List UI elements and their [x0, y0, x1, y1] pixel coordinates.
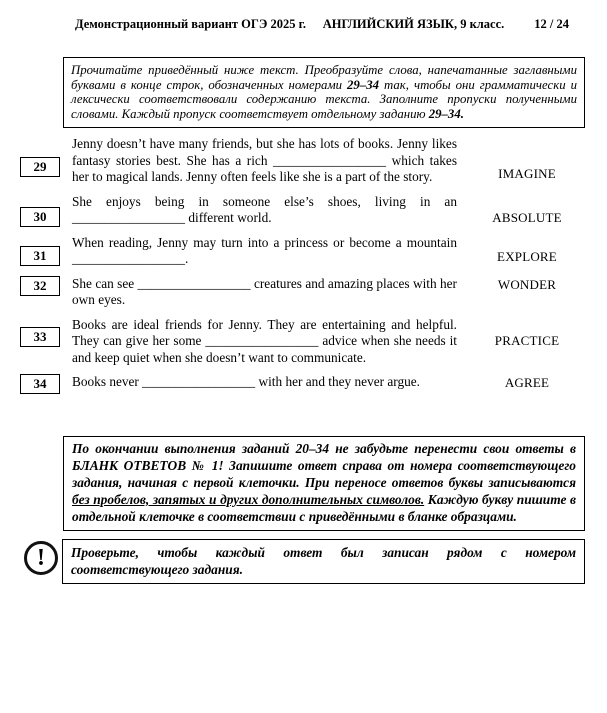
task-row-32 — [20, 276, 607, 309]
task-keyword: WONDER — [497, 276, 557, 292]
task-keyword: EXPLORE — [497, 248, 557, 264]
task-number-box — [20, 157, 60, 177]
task-row-31 — [20, 235, 607, 268]
task-number: 33 — [33, 328, 47, 344]
tasks-section — [20, 136, 607, 394]
task-number: 29 — [33, 159, 47, 175]
task-text: Jenny doesn’t have many friends, but she has lots of books. Jenny likes fantasy stories best. She has a rich _________________ which takes her to magical lands. Jenny often feels like she is a part of the story. — [72, 136, 457, 185]
instructions-text-end: . — [460, 106, 464, 121]
task-text: Books are ideal friends for Jenny. They are entertaining and helpful. They can give her some _________________ advice when she needs it and keep quiet when she doesn’t want to communicate. — [72, 316, 457, 365]
header-variant-title: Демонстрационный вариант ОГЭ 2025 г. — [75, 17, 306, 31]
task-number-box — [20, 276, 60, 296]
transfer-text: По окончании выполнения заданий 20–34 не забудьте перенести свои ответы в БЛАНК ОТВЕТОВ № 1! Запишите ответ справа от номера соответствующего задания, начиная с первой клеточки. При переносе ответов буквы записываются — [72, 441, 576, 490]
task-text: When reading, Jenny may turn into a princess or become a mountain _________________. — [72, 234, 457, 267]
task-text: Books never _________________ with her and they never argue. — [72, 374, 420, 390]
task-row-33 — [20, 317, 607, 367]
check-answers-text: Проверьте, чтобы каждый ответ был записан рядом с номером соответствующего задания. — [71, 545, 576, 578]
exclamation-icon — [24, 541, 58, 575]
task-keyword: IMAGINE — [498, 166, 556, 182]
task-keyword: ABSOLUTE — [492, 209, 562, 225]
task-keyword: PRACTICE — [494, 332, 560, 348]
instructions-task-range: 29–34 — [347, 77, 379, 92]
instructions-text: Прочитайте приведённый ниже текст. Преобразуйте слова, напечатанные заглавными буквами в конце строк, обозначенных номерами — [71, 63, 577, 92]
check-answers-row — [24, 539, 585, 584]
document-page — [0, 17, 607, 713]
task-number: 32 — [33, 277, 47, 293]
task-keyword: AGREE — [504, 375, 550, 391]
task-number-box — [20, 327, 60, 347]
task-row-34 — [20, 374, 607, 394]
check-answers-box — [62, 539, 585, 584]
instructions-text: так, чтобы они грамматически и лексически соответствовали содержанию текста. Заполните пропуски полученными словами. Каждый пропуск соответствует отдельному заданию — [71, 77, 577, 121]
transfer-text: Каждую букву пишите в отдельной клеточке в соответствии с приведёнными в бланке образцами. — [72, 491, 576, 524]
task-text: She enjoys being in someone else’s shoes, living in an _________________ different world. — [72, 193, 457, 226]
task-text: She can see _________________ creatures and amazing places with her own eyes. — [72, 275, 457, 308]
task-row-29 — [20, 136, 607, 186]
task-number: 34 — [33, 376, 47, 392]
header-page-number: 12 / 24 — [534, 17, 569, 31]
transfer-text-underlined: без пробелов, запятых и других дополнительных символов. — [72, 491, 425, 507]
exclamation-glyph: ! — [37, 545, 45, 572]
header-subject: АНГЛИЙСКИЙ ЯЗЫК, 9 класс. — [322, 17, 505, 31]
task-number-box — [20, 207, 60, 227]
task-number-box — [20, 246, 60, 266]
task-number: 30 — [33, 208, 47, 224]
instructions-task-range: 29–34 — [428, 106, 461, 121]
transfer-answers-box — [63, 436, 585, 531]
task-number: 31 — [33, 247, 47, 263]
page-header — [75, 17, 569, 32]
task-number-box — [20, 374, 60, 394]
task-row-30 — [20, 194, 607, 227]
instructions-box — [63, 57, 585, 128]
